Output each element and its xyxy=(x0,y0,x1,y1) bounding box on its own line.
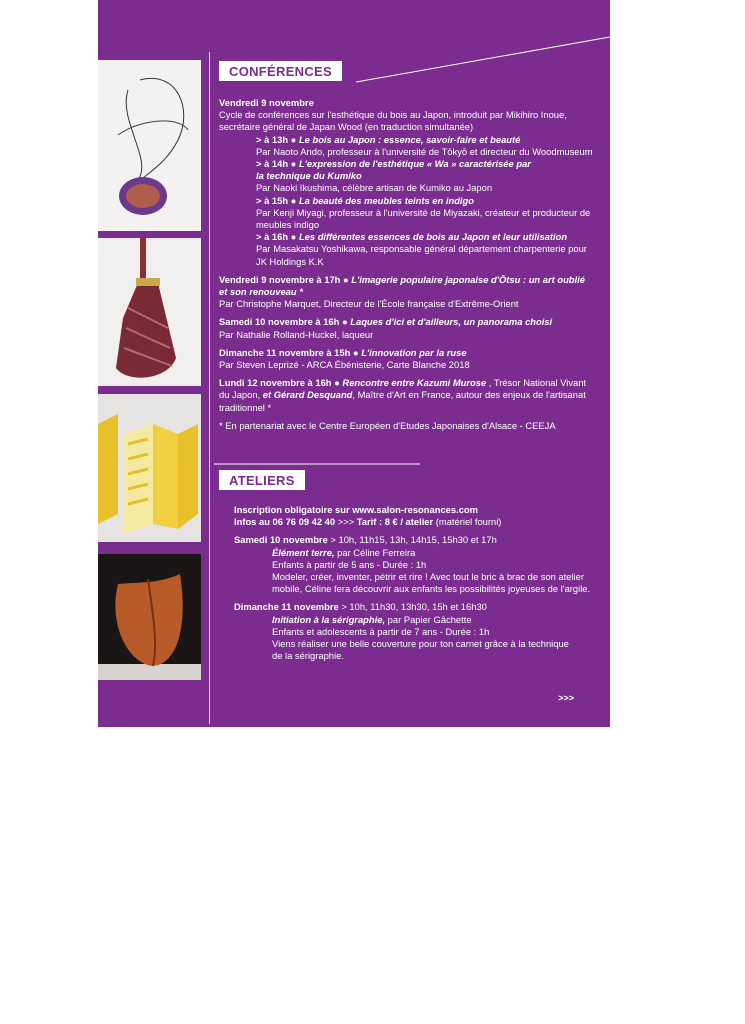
workshop-times: > 10h, 11h30, 13h30, 15h et 16h30 xyxy=(338,601,487,613)
talk-title: L'expression de l'esthétique « Wa » caractérisée par xyxy=(298,158,531,170)
workshop-date: Samedi 10 novembre xyxy=(234,534,328,546)
talk-time: > à 15h xyxy=(256,194,289,206)
workshop-age: Enfants et adolescents à partir de 7 ans - Durée : 1h xyxy=(272,625,490,637)
talk-4: > à 16h ● Les différentes essences de bois au Japon et leur utilisation Par Masakatsu Yoshikawa, responsable général département charpenterie pour JK Holdings K.K xyxy=(256,231,593,268)
session1-intro-line1: Cycle de conférences sur l'esthétique du bois au Japon, introduit par Mikihiro Inoue, xyxy=(219,109,567,121)
session-2: Vendredi 9 novembre à 17h ● L'imagerie populaire japonaise d'Ōtsu : un art oublié et son renouveau * Par Christophe Marquet, Directeur de l'École française d'Extrême-Orient xyxy=(219,274,593,311)
conferences-section xyxy=(219,97,593,432)
infos-phone: Infos au 06 76 09 42 40 xyxy=(234,516,336,528)
talk-time: > à 13h xyxy=(256,133,289,145)
session-5: Lundi 12 novembre à 16h ● Rencontre entre Kazumi Murose , Trésor National Vivant du Japon, et Gérard Desquand, Maître d'Art en France, autour des enjeux de l'artisanat traditionnel * xyxy=(219,377,593,414)
talk-speaker: Par Masakatsu Yoshikawa, responsable général département charpenterie pour xyxy=(256,243,587,255)
conferences-header: CONFÉRENCES xyxy=(219,61,342,81)
session-4: Dimanche 11 novembre à 15h ● L'innovation par la ruse Par Steven Leprizé - ARCA Ébénisterie, Carte Blanche 2018 xyxy=(219,347,593,371)
session1-date: Vendredi 9 novembre xyxy=(219,97,314,108)
session-title-cont: et son renouveau * xyxy=(219,286,303,298)
brochure-page xyxy=(98,0,610,727)
ateliers-section xyxy=(234,504,590,662)
session-speaker: Par Nathalie Rolland-Huckel, laqueur xyxy=(219,328,374,340)
talk-title: Les différentes essences de bois au Japon et leur utilisation xyxy=(298,231,568,243)
workshop-age: Enfants à partir de 5 ans - Durée : 1h xyxy=(272,558,427,570)
partner-note: * En partenariat avec le Centre Européen d'Etudes Japonaises d'Alsace - CEEJA xyxy=(219,419,556,431)
next-page-arrow: >>> xyxy=(558,693,574,703)
workshop-2 xyxy=(234,601,590,662)
talk-title: Le bois au Japon : essence, savoir-faire et beauté xyxy=(298,133,521,145)
session-speaker: Par Steven Leprizé - ARCA Ébénisterie, Carte Blanche 2018 xyxy=(219,359,470,371)
session-title: Laques d'ici et d'ailleurs, un panorama choisi xyxy=(350,316,553,328)
talk-3: > à 15h ● La beauté des meubles teints en indigo Par Kenji Miyagi, professeur à l'université de Miyazaki, créateur et producteur de meubles indigo xyxy=(256,195,593,232)
workshop-desc-cont: de la sérigraphie. xyxy=(272,650,344,662)
talk-time: > à 16h xyxy=(256,231,289,243)
talk-speaker-cont: JK Holdings K.K xyxy=(256,255,324,267)
talk-1: > à 13h ● Le bois au Japon : essence, savoir-faire et beauté Par Naoto Ando, professeur à l'université de Tōkyō et directeur du Woodmuseum xyxy=(256,133,593,157)
talk-title: La beauté des meubles teints en indigo xyxy=(298,194,474,206)
workshop-desc-cont: mobile, Céline fera découvrir aux enfants les possibilités joyeuses de l'argile. xyxy=(272,583,591,595)
ateliers-header: ATELIERS xyxy=(219,470,305,490)
talk-title-cont: la technique du Kumiko xyxy=(256,170,362,182)
talk-speaker: Par Naoto Ando, professeur à l'université de Tōkyō et directeur du Woodmuseum xyxy=(256,145,593,157)
session-title: L'innovation par la ruse xyxy=(361,346,467,358)
session-speaker: Par Christophe Marquet, Directeur de l'École française d'Extrême-Orient xyxy=(219,298,519,310)
session-when: Vendredi 9 novembre à 17h xyxy=(219,273,341,285)
workshop-date: Dimanche 11 novembre xyxy=(234,601,339,613)
session-title: L'imagerie populaire japonaise d'Ōtsu : un art oublié xyxy=(351,273,585,285)
workshop-title: Initiation à la sérigraphie, xyxy=(272,613,386,625)
session-title: Rencontre entre Kazumi Murose xyxy=(342,377,487,389)
inscription-line: Inscription obligatoire sur www.salon-resonances.com xyxy=(234,504,478,515)
talk-speaker: Par Naoki Ikushima, célèbre artisan de Kumiko au Japon xyxy=(256,182,493,194)
talk-2: > à 14h ● L'expression de l'esthétique « Wa » caractérisée par la technique du Kumiko Par Naoki Ikushima, célèbre artisan de Kumiko au Japon xyxy=(256,158,593,195)
session-3: Samedi 10 novembre à 16h ● Laques d'ici et d'ailleurs, un panorama choisi Par Nathalie Rolland-Huckel, laqueur xyxy=(219,316,593,340)
talk-speaker-cont: meubles indigo xyxy=(256,219,320,231)
workshop-1 xyxy=(234,534,590,595)
tarif: Tarif : 8 € / atelier xyxy=(356,516,434,528)
arrow-icon: >>> xyxy=(335,516,357,528)
session-title: et Gérard Desquand xyxy=(262,389,353,401)
workshop-desc: Viens réaliser une belle couverture pour ton carnet grâce à la technique xyxy=(272,638,569,650)
workshop-title: Élément terre, xyxy=(272,546,335,558)
tarif-note: (matériel fourni) xyxy=(433,516,502,528)
talk-speaker: Par Kenji Miyagi, professeur à l'université de Miyazaki, créateur et producteur de xyxy=(256,206,591,218)
session-when: Samedi 10 novembre à 16h xyxy=(219,316,340,328)
session1-intro-line2: secrétaire général de Japan Wood (en traduction simultanée) xyxy=(219,121,474,133)
workshop-by: par Papier Gâchette xyxy=(385,613,472,625)
workshop-desc: Modeler, créer, inventer, pétrir et rire ! Avec tout le bric à brac de son atelier xyxy=(272,571,584,583)
workshop-times: > 10h, 11h15, 13h, 14h15, 15h30 et 17h xyxy=(327,534,497,546)
session-text: du Japon, xyxy=(219,389,263,401)
talk-time: > à 14h xyxy=(256,158,289,170)
workshop-by: par Céline Ferreira xyxy=(334,546,416,558)
session-text: traditionnel * xyxy=(219,401,272,413)
session-when: Lundi 12 novembre à 16h xyxy=(219,377,332,389)
session-text: , Maître d'Art en France, autour des enjeux de l'artisanat xyxy=(352,389,586,401)
session-text: , Trésor National Vivant xyxy=(486,377,587,389)
session-when: Dimanche 11 novembre à 15h xyxy=(219,346,351,358)
